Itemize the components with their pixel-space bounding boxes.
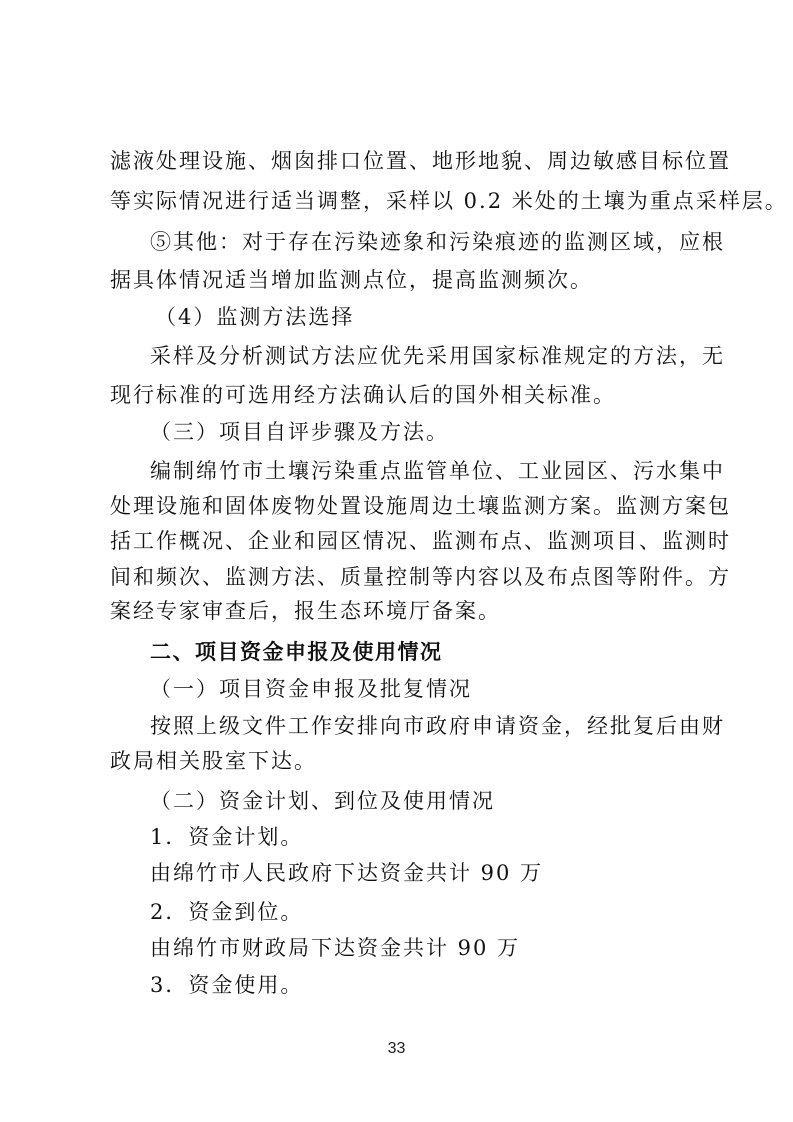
paragraph-line: 现行标准的可选用经方法确认后的国外相关标准。 <box>110 383 616 407</box>
paragraph-line: 等实际情况进行适当调整，采样以 0.2 米处的土壤为重点采样层。 <box>110 189 788 213</box>
list-item-heading: 2．资金到位。 <box>150 900 304 924</box>
paragraph-line: 案经专家审查后，报生态环境厅备案。 <box>110 599 501 623</box>
paragraph-line: 采样及分析测试方法应优先采用国家标准规定的方法，无 <box>150 344 725 368</box>
paragraph-line: 按照上级文件工作安排向市政府申请资金，经批复后由财 <box>150 714 725 738</box>
chapter-heading: 二、项目资金申报及使用情况 <box>150 640 443 664</box>
paragraph-line: 由绵竹市财政局下达资金共计 90 万 <box>150 936 521 960</box>
paragraph-line: 间和频次、监测方法、质量控制等内容以及布点图等附件。方 <box>110 565 731 589</box>
paragraph-line: 政局相关股室下达。 <box>110 749 317 773</box>
paragraph-line: 括工作概况、企业和园区情况、监测布点、监测项目、监测时 <box>110 529 731 553</box>
subsection-heading: （4）监测方法选择 <box>155 305 355 329</box>
paragraph-line: 由绵竹市人民政府下达资金共计 90 万 <box>150 861 544 885</box>
paragraph-line: 据具体情况适当增加监测点位，提高监测频次。 <box>110 268 593 292</box>
section-heading: （三）项目自评步骤及方法。 <box>150 420 449 444</box>
paragraph-line: 滤液处理设施、烟囱排口位置、地形地貌、周边敏感目标位置 <box>110 149 731 173</box>
paragraph-line: 编制绵竹市土壤污染重点监管单位、工业园区、污水集中 <box>150 459 725 483</box>
paragraph-line: ⑤其他：对于存在污染迹象和污染痕迹的监测区域，应根 <box>150 230 725 254</box>
paragraph-line: 处理设施和固体废物处置设施周边土壤监测方案。监测方案包 <box>110 494 731 518</box>
page-number: 33 <box>387 1040 406 1057</box>
list-item-heading: 3．资金使用。 <box>150 973 304 997</box>
section-heading: （一）项目资金申报及批复情况 <box>150 677 472 701</box>
section-heading: （二）资金计划、到位及使用情况 <box>150 789 495 813</box>
list-item-heading: 1．资金计划。 <box>150 825 304 849</box>
